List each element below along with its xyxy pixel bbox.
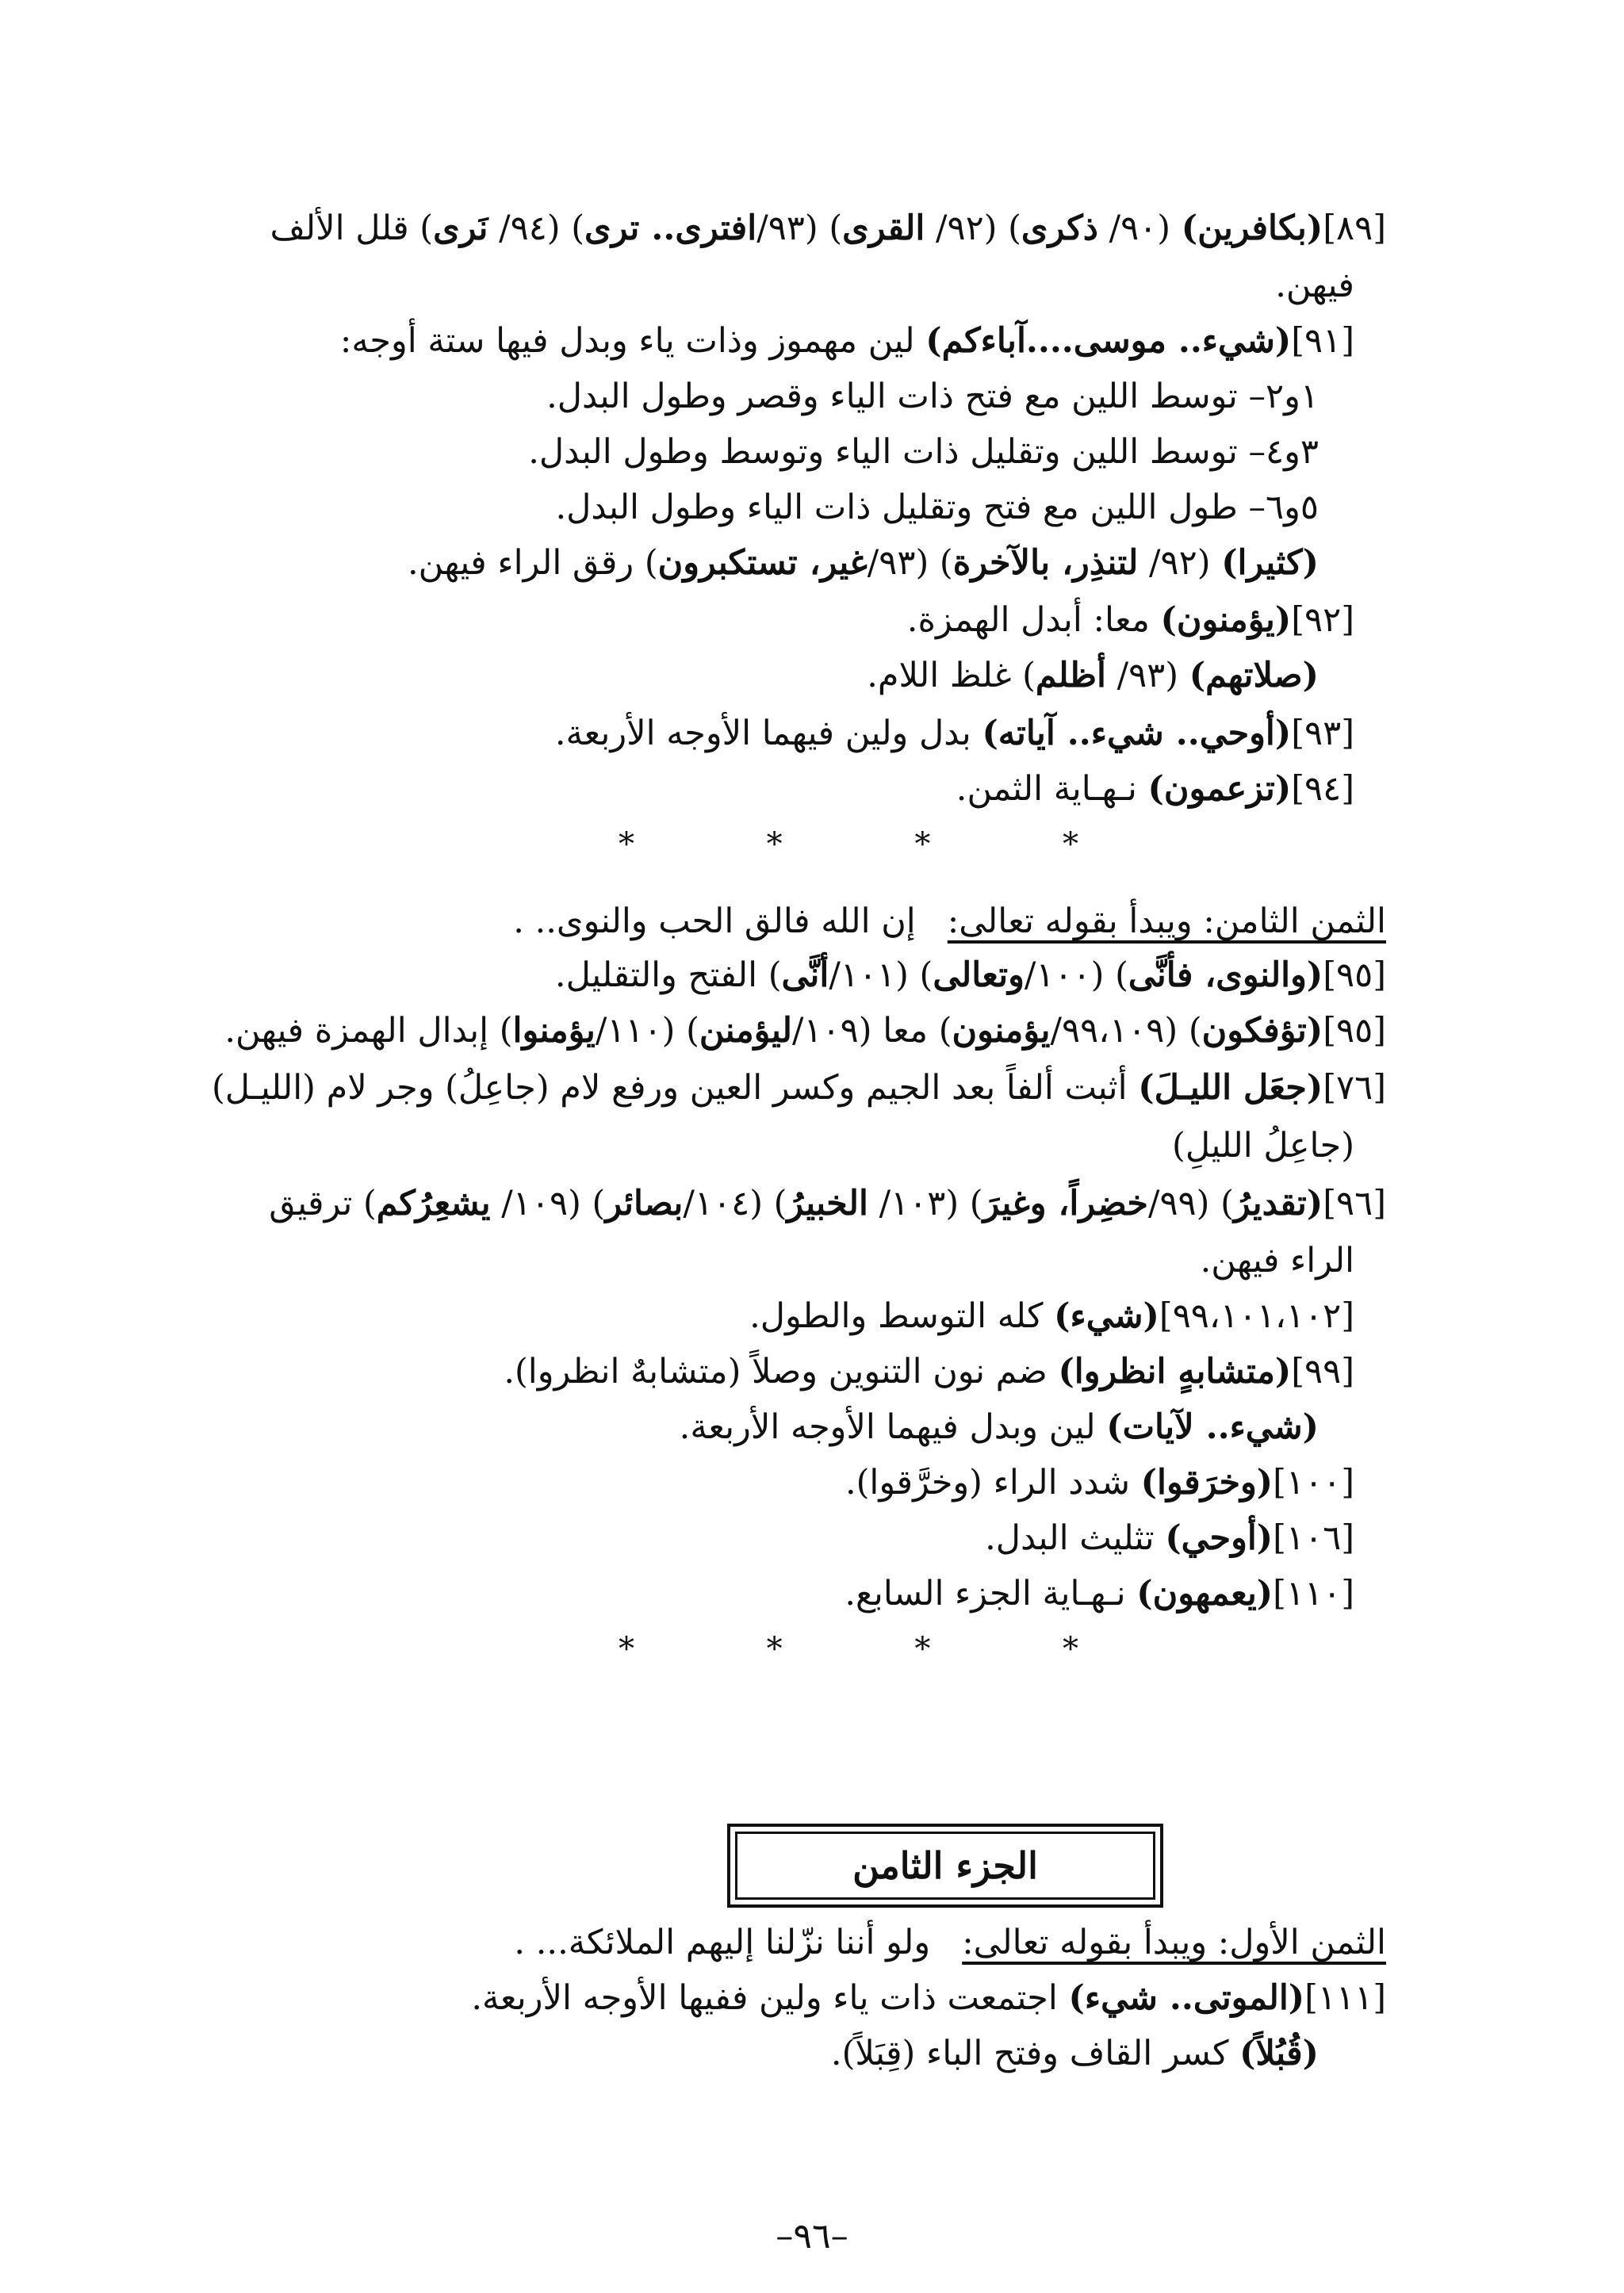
page-number: –٩٦– xyxy=(776,2216,848,2257)
juz-title: الجزء الثامن xyxy=(735,1832,1155,1900)
section-intro-juz-8: الثمن الأول: ويبدأ بقوله تعالى:ولو أننا نزّلنا إليهم الملائكة... . xyxy=(514,1923,1386,1962)
entry-89-cont: فيهن. xyxy=(1275,266,1354,305)
separator-stars: * * * * xyxy=(619,826,1078,863)
entry-95a: [٩٥](والنوى، فأنَّى) (١٠٠/وتعالى) (١٠١/أنَّى) الفتح والتقليل. xyxy=(554,955,1386,995)
entry-110: [١١٠](يعمهون) نـهـاية الجزء السابع. xyxy=(845,1574,1354,1614)
entry-95b: [٩٥](تؤفكون) (٩٩،١٠٩/يؤمنون) معا (١٠٩/ليؤمنن) (١١٠/يؤمنوا) إبدال الهمزة فيهن. xyxy=(224,1011,1386,1051)
entry-92: [٩٢](يؤمنون) معا: أبدل الهمزة. xyxy=(906,600,1354,640)
entry-shay-ayat: (شيء.. لآيات) لين وبدل فيهما الأوجه الأربعة. xyxy=(679,1407,1319,1447)
entry-100: [١٠٠](وخرَقوا) شدد الراء (وخرَّقوا). xyxy=(845,1463,1354,1503)
entry-76-cont: (جاعِلُ الليلِ) xyxy=(1172,1126,1354,1166)
entry-106: [١٠٦](أوحي) تثليث البدل. xyxy=(985,1518,1354,1558)
entry-111: [١١١](الموتى.. شيء) اجتمعت ذات ياء ولين ففيها الأوجه الأربعة. xyxy=(471,1978,1386,2018)
entry-89: [٨٩](بكافرين) (٩٠/ ذكرى) (٩٢/ القرى) (٩٣/افترى.. ترى) (٩٤/ نَرى) قلل الألف xyxy=(270,209,1386,248)
entry-76: [٧٦](جعَل الليـلَ) أثبت ألفاً بعد الجيم وكسر العين ورفع لام (جاعِلُ) وجر لام (الليـل) xyxy=(211,1068,1386,1108)
verse-number: ٨٩ xyxy=(1336,209,1373,248)
entry-92-sub: (صلاتهم) (٩٣/ أظلم) غلظ اللام. xyxy=(867,656,1319,695)
entry-91-sub-2: ٣و٤– توسط اللين وتقليل ذات الياء وتوسط وطول البدل. xyxy=(528,432,1319,472)
entry-96: [٩٦](تقديرُ) (٩٩/خضِراً، وغيرَ) (١٠٣/ الخبيرُ) (١٠٤/بصائر) (١٠٩/ يشعِرُكم) ترقيق xyxy=(269,1184,1386,1223)
entry-94: [٩٤](تزعمون) نـهـاية الثمن. xyxy=(956,769,1354,809)
section-intro-thumn-8: الثمن الثامن: ويبدأ بقوله تعالى:إن الله فالق الحب والنوى.. . xyxy=(513,902,1386,941)
entry-91-sub-1: ١و٢– توسط اللين مع فتح ذات الياء وقصر وطول البدل. xyxy=(546,377,1319,416)
juz-title-box xyxy=(727,1824,1163,1908)
entry-99-101-102: [٩٩،١٠١،١٠٢](شيء) كله التوسط والطول. xyxy=(749,1296,1354,1336)
separator-stars-2: * * * * xyxy=(619,1631,1078,1667)
entry-91-sub-3: ٥و٦– طول اللين مع فتح وتقليل ذات الياء وطول البدل. xyxy=(555,488,1319,527)
entry-99: [٩٩](متشابهٍ انظروا) ضم نون التنوين وصلاً (متشابهٌ انظروا). xyxy=(504,1352,1354,1391)
entry-93: [٩٣](أوحي.. شيء.. آياته) بدل ولين فيهما الأوجه الأربعة. xyxy=(554,714,1354,753)
entry-91: [٩١](شيء.. موسى....آباءكم) لين مهموز وذات ياء وبدل فيها ستة أوجه: xyxy=(339,321,1354,361)
entry-qubul: (قُبُلاً) كسر القاف وفتح الباء (قِبَلاً). xyxy=(830,2034,1319,2073)
entry-96-cont: الراء فيهن. xyxy=(1200,1241,1354,1280)
entry-91-extra: (كثيرا) (٩٢/ لتنذِر، بالآخرة) (٩٣/غير، تستكبرون) رقق الراء فيهن. xyxy=(407,543,1319,583)
